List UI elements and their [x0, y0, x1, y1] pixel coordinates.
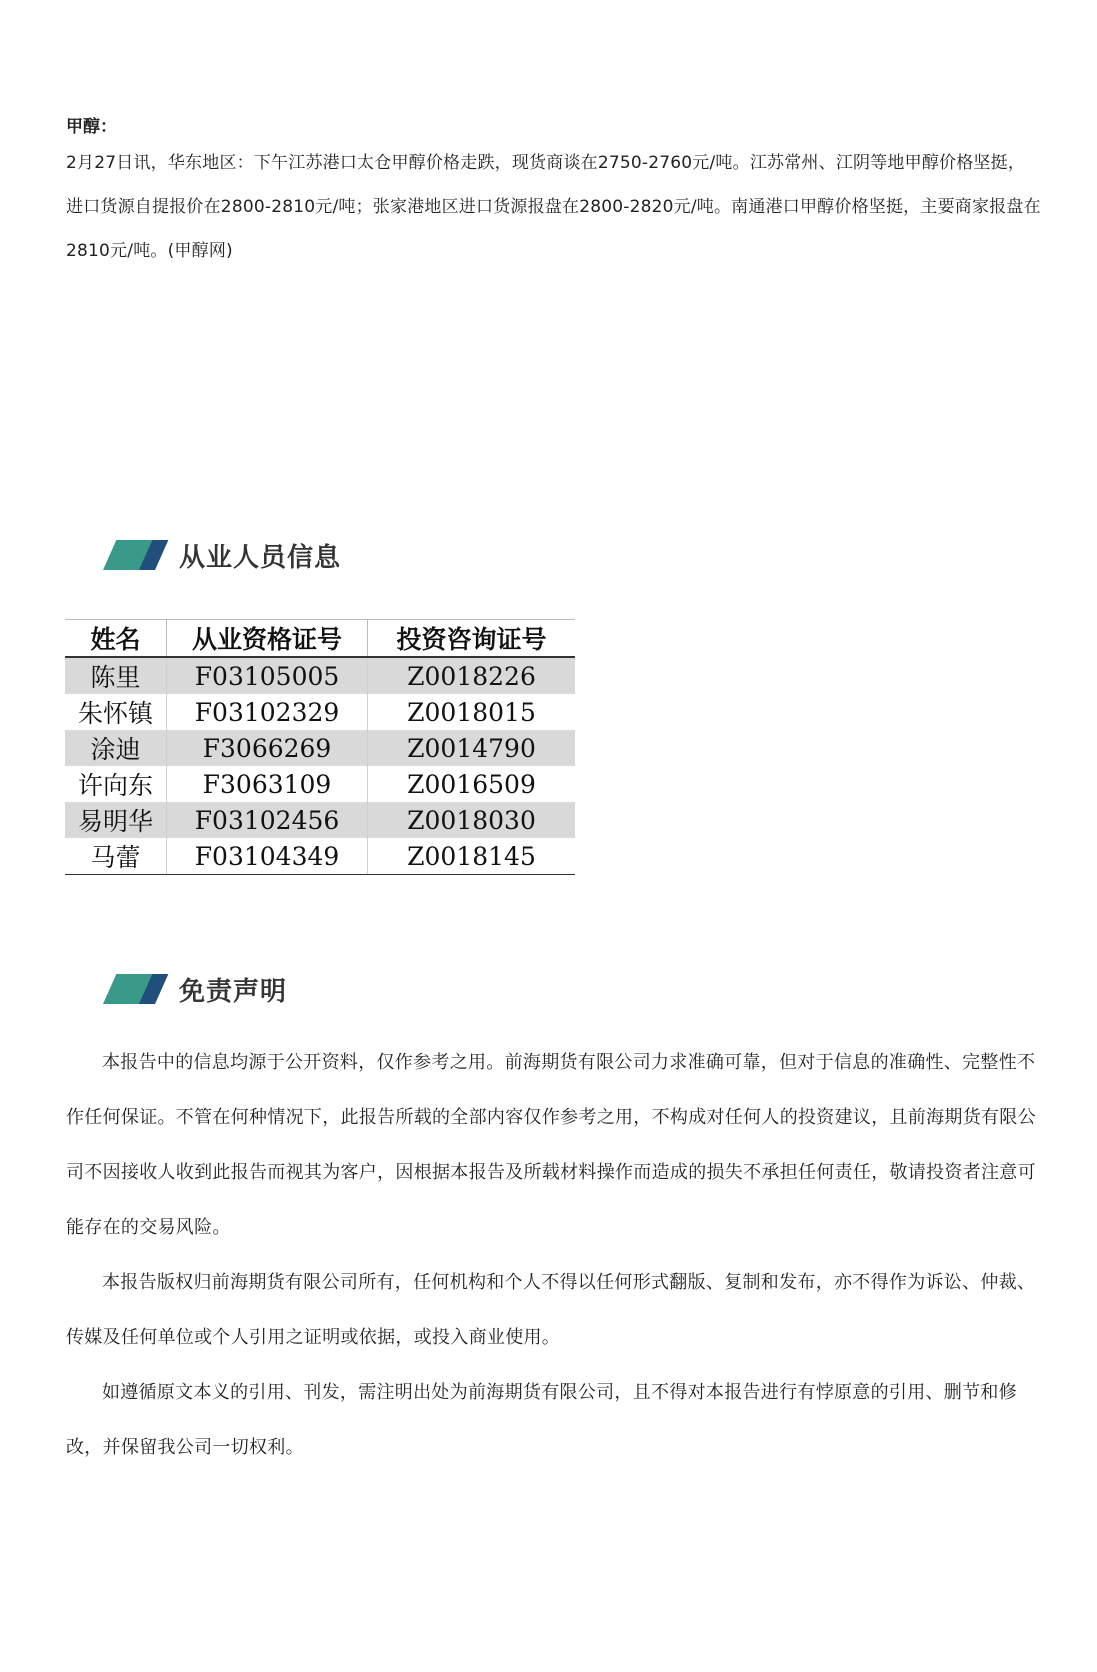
disclaimer-paragraph: 如遵循原文本义的引用、刊发，需注明出处为前海期货有限公司，且不得对本报告进行有悖原意的引用、删节和修改，并保留我公司一切权利。	[66, 1382, 1017, 1458]
disclaimer-paragraph: 本报告中的信息均源于公开资料，仅作参考之用。前海期货有限公司力求准确可靠，但对于信息的准确性、完整性不作任何保证。不管在何种情况下，此报告所载的全部内容仅作参考之用，不构成对任何人的投资建议，且前海期货有限公司不因接收人收到此报告而视其为客户，因根据本报告及所载材料操作而造成的损失不承担任何责任，敬请投资者注意可能存在的交易风险。	[66, 1052, 1036, 1238]
advisory-id: Z0018030	[368, 802, 576, 838]
staff-name: 陈里	[65, 657, 167, 694]
staff-section-title: 从业人员信息	[179, 542, 342, 573]
methanol-heading: 甲醇：	[66, 117, 117, 137]
advisory-id: Z0018015	[368, 694, 576, 730]
staff-name: 许向东	[65, 766, 167, 802]
staff-table-header-row	[65, 620, 575, 658]
staff-name: 易明华	[65, 802, 167, 838]
qualification-id: F03102456	[167, 802, 368, 838]
qualification-id: F03104349	[167, 838, 368, 875]
table-row	[65, 766, 575, 802]
table-row	[65, 694, 575, 730]
header-name: 姓名	[65, 620, 167, 658]
methanol-news	[66, 112, 1041, 273]
staff-name: 朱怀镇	[65, 694, 167, 730]
qualification-id: F3066269	[167, 730, 368, 766]
qualification-id: F03102329	[167, 694, 368, 730]
staff-name: 马蕾	[65, 838, 167, 875]
methanol-body: 2月27日讯，华东地区：下午江苏港口太仓甲醇价格走跌，现货商谈在2750-2760元/吨。江苏常州、江阴等地甲醇价格坚挺，进口货源自提报价在2800-2810元/吨；张家港地区进口货源报盘在2800-2820元/吨。南通港口甲醇价格坚挺，主要商家报盘在2810元/吨。(甲醇网)	[66, 153, 1041, 261]
qualification-id: F03105005	[167, 657, 368, 694]
section-marker-icon	[103, 540, 165, 570]
advisory-id: Z0016509	[368, 766, 576, 802]
disclaimer-body	[66, 1035, 1041, 1475]
qualification-id: F3063109	[167, 766, 368, 802]
section-marker-icon	[103, 974, 165, 1004]
disclaimer-section-title: 免责声明	[179, 976, 288, 1007]
advisory-id: Z0018145	[368, 838, 576, 875]
disclaimer-section-header	[103, 969, 287, 1009]
staff-name: 涂迪	[65, 730, 167, 766]
staff-table	[65, 619, 575, 875]
table-row	[65, 657, 575, 694]
header-advisory: 投资咨询证号	[368, 620, 576, 658]
staff-section-header	[103, 535, 341, 575]
advisory-id: Z0014790	[368, 730, 576, 766]
advisory-id: Z0018226	[368, 657, 576, 694]
disclaimer-paragraph: 本报告版权归前海期货有限公司所有，任何机构和个人不得以任何形式翻版、复制和发布，亦不得作为诉讼、仲裁、传媒及任何单位或个人引用之证明或依据，或投入商业使用。	[66, 1272, 1036, 1348]
header-qualification: 从业资格证号	[167, 620, 368, 658]
table-row	[65, 838, 575, 875]
table-row	[65, 802, 575, 838]
table-row	[65, 730, 575, 766]
